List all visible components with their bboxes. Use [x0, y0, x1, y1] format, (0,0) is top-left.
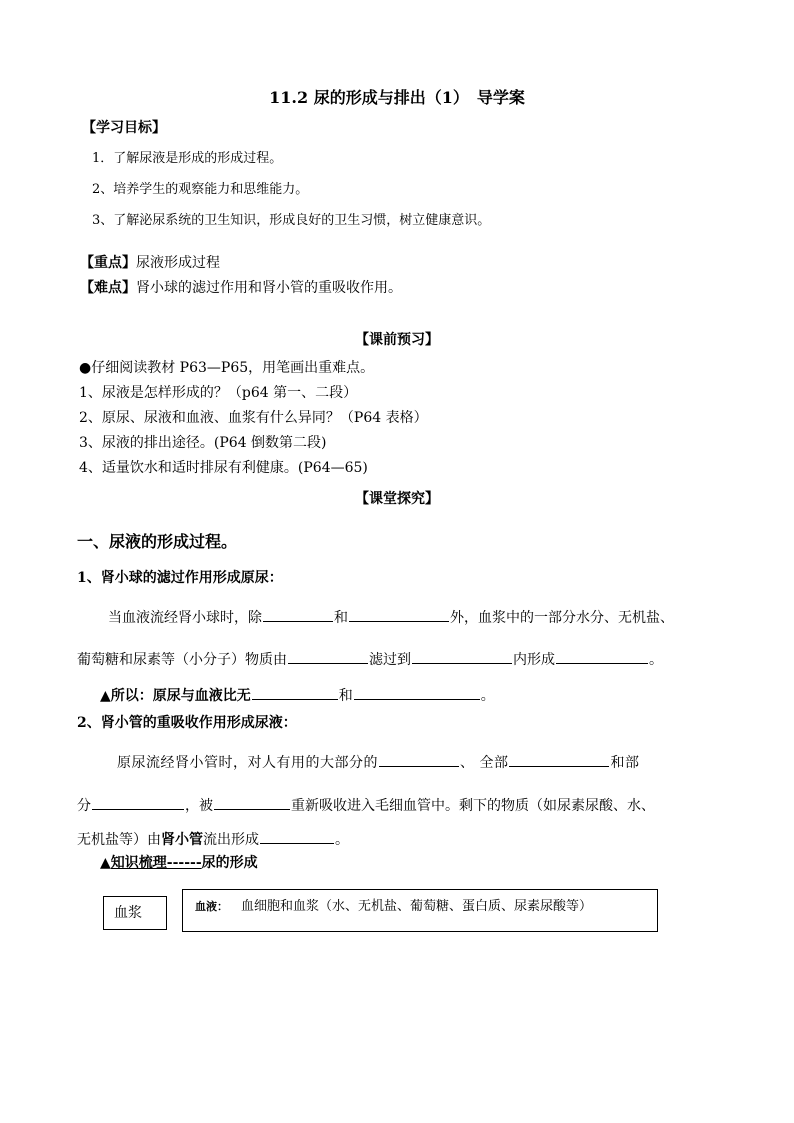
fill-blank[interactable] [288, 649, 368, 664]
fill-blank[interactable] [556, 649, 648, 664]
objective-item-2: 2、培养学生的观察能力和思维能力。 [92, 182, 309, 197]
fill-blank[interactable] [354, 685, 480, 700]
paragraph-2-line-2: 分 ，被 重新吸收进入毛细血管中。剩下的物质（如尿素尿酸、水、 [77, 795, 655, 813]
fill-blank[interactable] [260, 829, 334, 844]
fill-blank[interactable] [412, 649, 512, 664]
page-title: 11.2 尿的形成与排出（1） 导学案 [269, 88, 525, 107]
preview-heading: 【课前预习】 [355, 332, 439, 348]
plasma-box [103, 896, 167, 930]
summary-heading: ▲知识梳理------尿的形成 [100, 855, 258, 871]
paragraph-2-line-1: 原尿流经肾小管时，对人有用的大部分的 、 全部 和部 [117, 752, 639, 770]
preview-item-1: 1、尿液是怎样形成的？（p64 第一、二段） [79, 385, 358, 401]
preview-item-2: 2、原尿、尿液和血液、血浆有什么异同？（P64 表格） [79, 410, 428, 426]
paragraph-2-line-3: 无机盐等）由肾小管流出形成 。 [77, 829, 349, 847]
objective-item-3: 3、了解泌尿系统的卫生知识，形成良好的卫生习惯，树立健康意识。 [92, 213, 491, 228]
blood-composition: 血细胞和血浆（水、无机盐、葡萄糖、蛋白质、尿素尿酸等） [241, 899, 593, 914]
section-heading: 一、尿液的形成过程。 [77, 532, 238, 551]
fill-blank[interactable] [349, 607, 449, 622]
difficulty [80, 281, 402, 295]
paragraph-1-line-1: 当血液流经肾小球时，除 和 外，血浆中的一部分水分、无机盐、 [108, 607, 674, 625]
preview-item-3: 3、尿液的排出途径。(P64 倒数第二段) [79, 435, 327, 451]
difficulty-text: 肾小球的滤过作用和肾小管的重吸收作用。 [136, 280, 402, 296]
note-line: ▲所以：原尿与血液比无 和 。 [100, 685, 495, 703]
fill-blank[interactable] [92, 795, 184, 810]
fill-blank[interactable] [214, 795, 290, 810]
blood-box [182, 889, 658, 932]
subsection-heading-2: 2、肾小管的重吸收作用形成尿液： [77, 715, 297, 731]
subsection-heading-1: 1、肾小球的滤过作用形成原尿： [77, 570, 283, 586]
plasma-label: 血浆 [114, 905, 142, 921]
fill-blank[interactable] [252, 685, 338, 700]
objectives-heading: 【学习目标】 [82, 120, 166, 136]
objective-item-1: 1．了解尿液是形成的形成过程。 [92, 151, 283, 166]
explore-heading: 【课堂探究】 [355, 491, 439, 507]
key-point-label: 【重点】 [80, 255, 136, 271]
preview-intro: ●仔细阅读教材 P63—P65，用笔画出重难点。 [79, 360, 375, 376]
key-point [80, 256, 220, 270]
key-point-text: 尿液形成过程 [136, 255, 220, 271]
difficulty-label: 【难点】 [80, 280, 136, 296]
fill-blank[interactable] [509, 752, 609, 767]
blood-label: 血液： [195, 900, 228, 913]
fill-blank[interactable] [379, 752, 459, 767]
fill-blank[interactable] [263, 607, 333, 622]
preview-item-4: 4、适量饮水和适时排尿有利健康。(P64—65) [79, 460, 368, 476]
paragraph-1-line-2: 葡萄糖和尿素等（小分子）物质由 滤过到 内形成 。 [77, 649, 663, 667]
